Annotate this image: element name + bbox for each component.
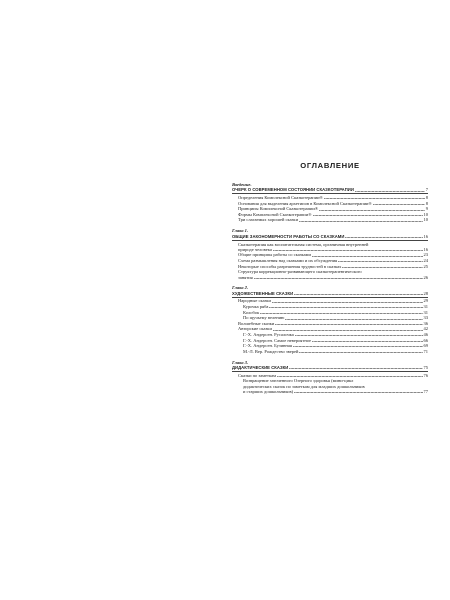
- dot-leader: [272, 302, 423, 303]
- toc-chapter: [232, 360, 428, 395]
- page-number: 16: [423, 246, 428, 252]
- page-number: 69: [423, 343, 428, 349]
- entry-text: Основания для выделения архетипов в Комплексной Сказкотерапии®: [238, 200, 372, 206]
- page-number: 31: [423, 304, 428, 310]
- chapter-heading[interactable]: [232, 234, 428, 241]
- dot-leader: [338, 261, 422, 262]
- entry-text: Принципы Комплексной Сказкотерапии®: [238, 206, 319, 212]
- toc-entry[interactable]: [232, 378, 428, 394]
- page-number: 16: [423, 233, 428, 239]
- dot-leader: [285, 319, 422, 320]
- dot-leader: [319, 210, 425, 211]
- entry-text: Авторские сказки: [238, 326, 272, 332]
- entry-text: Г.-Х. Андерсен. Русалочка: [243, 332, 294, 337]
- dot-leader: [277, 376, 423, 377]
- chapter-heading-text: ДИДАКТИЧЕСКИЕ СКАЗКИ: [232, 365, 289, 371]
- entry-text-line: занятия: [238, 274, 253, 280]
- page-number: 28: [423, 290, 428, 296]
- page-number: 31: [423, 309, 428, 315]
- page-number: 75: [423, 365, 428, 371]
- page-number: 10: [423, 211, 428, 217]
- page-number: 76: [423, 372, 428, 378]
- dot-leader: [254, 278, 423, 279]
- page-number: 42: [423, 326, 428, 332]
- page-number: 10: [423, 217, 428, 223]
- entry-text: Курочка ряба: [243, 304, 269, 310]
- entry-text: Г.-Х. Андерсен. Бузинная: [243, 343, 292, 349]
- page-number: 7: [425, 187, 428, 193]
- dot-leader: [260, 313, 422, 314]
- dot-leader: [373, 204, 425, 205]
- entry-text: М.-Л. Вер. Рождество зверей: [243, 348, 299, 354]
- dot-leader: [355, 191, 425, 192]
- entry-text-line: Структура коррекционно-развивающего сказкотерапевтического: [238, 269, 362, 275]
- dot-leader: [299, 221, 423, 222]
- page-number: 77: [423, 389, 428, 395]
- page-number: 24: [423, 257, 428, 263]
- entry-text: Сказки по заметкам: [238, 372, 276, 378]
- chapter-label: Глава 3.: [232, 359, 249, 365]
- dot-leader: [345, 237, 422, 238]
- dot-leader: [294, 294, 422, 295]
- dot-leader: [269, 307, 422, 308]
- page-number: 25: [423, 263, 428, 269]
- entry-text: Схема размышления над сказками и их обсуждения: [238, 257, 338, 263]
- dot-leader: [342, 267, 422, 268]
- chapter-heading[interactable]: [232, 365, 428, 372]
- toc-chapter: [232, 182, 428, 223]
- dot-leader: [313, 215, 423, 216]
- page-number: 9: [425, 206, 428, 212]
- table-of-contents: [232, 182, 428, 400]
- entry-text: Колобок: [243, 309, 260, 315]
- entry-text: Народные сказки: [238, 298, 271, 304]
- entry-text: Определения Комплексной Сказкотерапии®: [238, 195, 323, 201]
- chapter-heading-text: ХУДОЖЕСТВЕННЫЕ СКАЗКИ: [232, 290, 294, 296]
- dot-leader: [273, 330, 423, 331]
- chapter-heading-text: ОЧЕРК О СОВРЕМЕННОМ СОСТОЯНИИ СКАЗКОТЕРАПИИ: [232, 187, 354, 193]
- page-number: 23: [423, 252, 428, 258]
- entry-text: Три слагаемых хорошей сказки: [238, 217, 298, 223]
- entry-text-line: природе человека: [238, 246, 272, 252]
- page-number: 26: [423, 274, 428, 280]
- dot-leader: [299, 352, 422, 353]
- page-number: 29: [423, 298, 428, 304]
- page-number: 8: [425, 195, 428, 201]
- chapter-heading[interactable]: [232, 291, 428, 298]
- page-number: 46: [423, 332, 428, 337]
- dot-leader: [324, 198, 425, 199]
- chapter-label: Глава 2.: [232, 285, 249, 291]
- dot-leader: [275, 324, 422, 325]
- entry-text: Формы Комплексной Сказкотерапии®: [238, 211, 312, 217]
- toc-chapter: [232, 285, 428, 354]
- dot-leader: [312, 256, 423, 257]
- entry-text-line: и старших дошкольников): [243, 389, 294, 395]
- dot-leader: [312, 341, 422, 342]
- toc-entry[interactable]: [232, 269, 428, 280]
- chapter-heading[interactable]: [232, 187, 428, 194]
- page-number: 36: [423, 320, 428, 326]
- entry-text: Волшебные сказки: [238, 320, 275, 326]
- toc-entry[interactable]: [232, 349, 428, 355]
- page-number: 71: [423, 348, 428, 354]
- dot-leader: [289, 368, 422, 369]
- dot-leader: [293, 346, 423, 347]
- page-title: ОГЛАВЛЕНИЕ: [300, 161, 360, 170]
- entry-text: Некоторые способы разрешения трудностей в сказках: [238, 263, 342, 269]
- page-number: 66: [423, 337, 428, 343]
- entry-text-line: Сказкотерапия как воспитательная система, органичная внутренней: [238, 241, 369, 247]
- page-number: 8: [425, 200, 428, 206]
- chapter-label: Глава 1.: [232, 228, 249, 234]
- toc-entry[interactable]: [232, 217, 428, 223]
- dot-leader: [273, 250, 423, 251]
- dot-leader: [295, 335, 423, 336]
- entry-text-line: дидактических сказок по заметкам для младших дошкольников: [243, 383, 365, 389]
- chapter-label: Введение.: [232, 182, 252, 187]
- chapter-heading-text: ОБЩИЕ ЗАКОНОМЕРНОСТИ РАБОТЫ СО СКАЗКАМИ: [232, 233, 345, 239]
- entry-text: Г.-Х. Андерсен. Самое невероятное: [243, 337, 312, 343]
- page-number: 33: [423, 315, 428, 321]
- entry-text: По щучьему велению: [243, 315, 285, 321]
- entry-text-line: Возвращение заточенного Озерного здоровья (мини-цикл: [243, 378, 354, 384]
- toc-chapter: [232, 228, 428, 280]
- dot-leader: [294, 392, 422, 393]
- entry-text: Общие принципы работы со сказками: [238, 252, 311, 258]
- toc-entry[interactable]: [232, 242, 428, 253]
